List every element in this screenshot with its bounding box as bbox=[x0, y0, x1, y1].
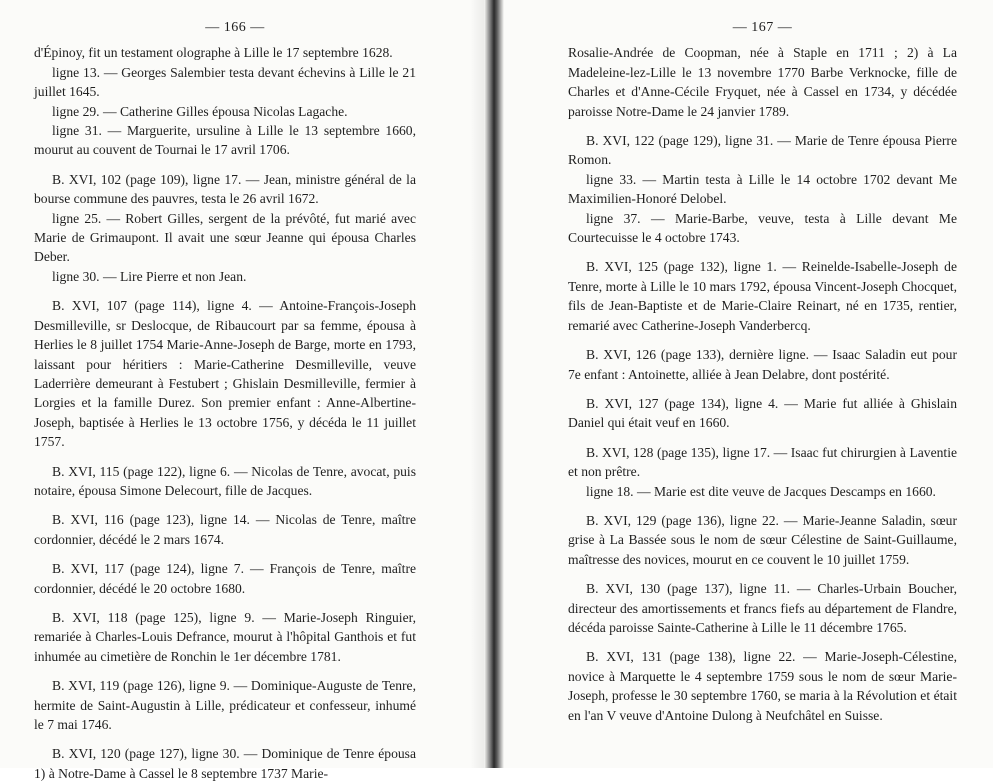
right-paragraph: B. XVI, 127 (page 134), ligne 4. — Marie fut alliée à Ghislain Daniel qui était veuf en 1660. bbox=[568, 395, 957, 431]
page-number-right: — 167 — bbox=[732, 20, 793, 35]
right-paragraph: B. XVI, 129 (page 136), ligne 22. — Marie-Jeanne Saladin, sœur grise à La Bassée sous le nom de sœur Célestine de Saint-Guillaume, maîtresse des novices, mourut en ce couvent le 10 juillet 1759. bbox=[568, 512, 957, 567]
right-paragraph: B. XVI, 130 (page 137), ligne 11. — Charles-Urbain Boucher, directeur des amortissements et francs fiefs au département de Flandre, décéda paroisse Sainte-Catherine à Lille le 11 décembre 1765. bbox=[568, 581, 957, 635]
right-text-body bbox=[568, 43, 957, 725]
right-paragraph: B. XVI, 128 (page 135), ligne 17. — Isaac fut chirurgien à Laventie et non prêtre. bbox=[568, 444, 957, 480]
page-number-left: — 166 — bbox=[205, 20, 265, 35]
right-paragraph: B. XVI, 126 (page 133), dernière ligne. — Isaac Saladin eut pour 7e enfant : Antoinette, alliée à Jean Delabre, dont postérité. bbox=[568, 347, 957, 382]
right-paragraph: B. XVI, 122 (page 129), ligne 31. — Marie de Tenre épousa Pierre Romon. bbox=[568, 133, 957, 168]
left-paragraph: ligne 30. — Lire Pierre et non Jean. bbox=[52, 268, 247, 284]
left-paragraph: B. XVI, 117 (page 124), ligne 7. — François de Tenre, maître cordonnier, décédé le 20 octobre 1680. bbox=[34, 561, 416, 596]
left-paragraph: B. XVI, 119 (page 126), ligne 9. — Dominique-Auguste de Tenre, hermite de Saint-Augustin à Lille, prédicateur et confesseur, inhumé le 7 mai 1746. bbox=[34, 678, 416, 732]
right-paragraph: B. XVI, 131 (page 138), ligne 22. — Marie-Joseph-Célestine, novice à Marquette le 4 septembre 1759 sous le nom de sœur Marie-Joseph, professe le 30 septembre 1760, se maria à la Révolution et était en l'an V veuve d'Antoine Dulong à Neufchâtel en Suisse. bbox=[568, 649, 957, 723]
right-paragraph: B. XVI, 125 (page 132), ligne 1. — Reinelde-Isabelle-Joseph de Tenre, morte à Lille le 10 mars 1792, épousa Vincent-Joseph Chocquet, fils de Jean-Baptiste et de Marie-Claire Reinart, né en 1735, rentier, remarié avec Catherine-Joseph Vanderbercq. bbox=[568, 259, 957, 333]
left-paragraph: d'Épinoy, fit un testament olographe à Lille le 17 septembre 1628. bbox=[34, 45, 393, 61]
right-paragraph: Rosalie-Andrée de Coopman, née à Staple en 1711 ; 2) à La Madeleine-lez-Lille le 13 novembre 1770 Barbe Verknocke, fille de Charles et d'Anne-Cécile Fryquet, née à Cassel en 1734, y décédée paroisse Notre-Dame le 24 janvier 1789. bbox=[568, 45, 957, 119]
left-text-body bbox=[34, 43, 416, 783]
left-page bbox=[0, 0, 488, 781]
left-paragraph: ligne 25. — Robert Gilles, sergent de la prévôté, fut marié avec Marie de Grimaupont. Il avait une sœur Jeanne qui épousa Charles Deber. bbox=[34, 210, 416, 265]
gutter-shadow bbox=[470, 0, 484, 768]
left-paragraph: B. XVI, 102 (page 109), ligne 17. — Jean, ministre général de la bourse commune des pauvres, testa le 26 avril 1672. bbox=[34, 171, 416, 207]
left-paragraph: B. XVI, 116 (page 123), ligne 14. — Nicolas de Tenre, maître cordonnier, décédé le 2 mars 1674. bbox=[34, 512, 416, 547]
right-page bbox=[500, 0, 993, 768]
left-paragraph: B. XVI, 115 (page 122), ligne 6. — Nicolas de Tenre, avocat, puis notaire, épousa Simone Delecourt, fille de Jacques. bbox=[34, 463, 416, 498]
left-paragraph: B. XVI, 120 (page 127), ligne 30. — Dominique de Tenre épousa 1) à Notre-Dame à Cassel le 8 septembre 1737 Marie- bbox=[34, 746, 416, 781]
left-paragraph: ligne 31. — Marguerite, ursuline à Lille le 13 septembre 1660, mourut au couvent de Tournai le 17 avril 1706. bbox=[34, 123, 416, 158]
right-paragraph: ligne 37. — Marie-Barbe, veuve, testa à Lille devant Me Courtecuisse le 4 octobre 1743. bbox=[568, 210, 957, 246]
right-paragraph: ligne 18. — Marie est dite veuve de Jacques Descamps en 1660. bbox=[586, 483, 936, 499]
right-paragraph: ligne 33. — Martin testa à Lille le 14 octobre 1702 devant Me Maximilien-Honoré Delobel. bbox=[568, 171, 957, 207]
left-paragraph: ligne 29. — Catherine Gilles épousa Nicolas Lagache. bbox=[52, 103, 348, 119]
left-paragraph: B. XVI, 107 (page 114), ligne 4. — Antoine-François-Joseph Desmilleville, sr Deslocque, de Ribaucourt par sa femme, épousa à Herlies le 8 juillet 1754 Marie-Anne-Joseph de Barge, morte en 1793, laissant pour héritiers : Marie-Catherine Desmilleville, veuve Laderrière demeurant à Festubert ; Ghislain Desmilleville, fermier à Lorgies et la famille Durez. Son premier enfant : Anne-Albertine-Joseph, baptisée à Herlies le 13 octobre 1756, y décéda le 11 juillet 1757. bbox=[34, 298, 416, 450]
left-paragraph: B. XVI, 118 (page 125), ligne 9. — Marie-Joseph Ringuier, remariée à Charles-Louis Defrance, mourut à l'hôpital Ganthois et fut inhumée au cimetière de Ronchin le 1er décembre 1781. bbox=[34, 609, 416, 664]
left-paragraph: ligne 13. — Georges Salembier testa devant échevins à Lille le 21 juillet 1645. bbox=[34, 64, 416, 100]
